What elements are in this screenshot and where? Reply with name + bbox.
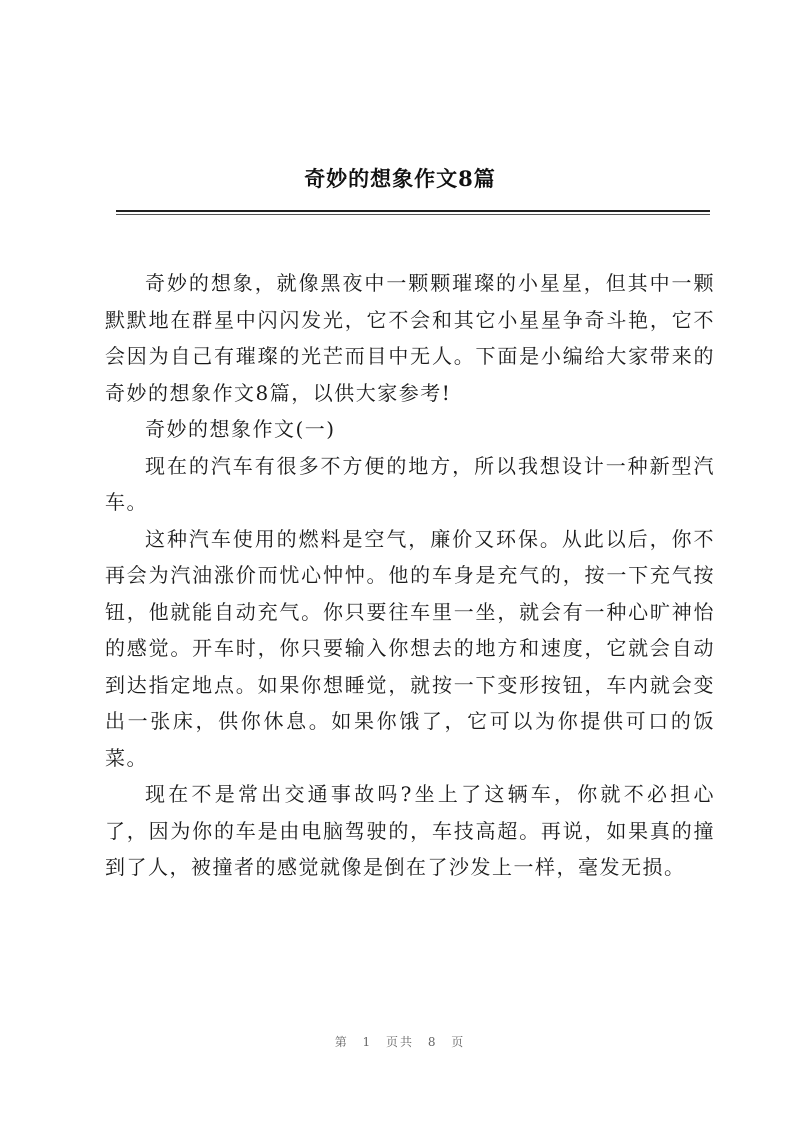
section-heading: 奇妙的想象作文(一) xyxy=(145,417,336,441)
intro-paragraph: 奇妙的想象，就像黑夜中一颗颗璀璨的小星星，但其中一颗默默地在群星中闪闪发光，它不会和其它小星星争奇斗艳，它不会因为自己有璀璨的光芒而目中无人。下面是小编给大家带来的奇妙的想象作文8篇，以供大家参考! xyxy=(105,271,715,405)
body-paragraph: 这种汽车使用的燃料是空气，廉价又环保。从此以后，你不再会为汽油涨价而忧心忡忡。他的车身是充气的，按一下充气按钮，他就能自动充气。你只要往车里一坐，就会有一种心旷神怡的感觉。开车时，你只要输入你想去的地方和速度，它就会自动到达指定地点。如果你想睡觉，就按一下变形按钮，车内就会变出一张床，供你休息。如果你饿了，它可以为你提供可口的饭菜。 xyxy=(105,526,715,770)
body-paragraph: 现在的汽车有很多不方便的地方，所以我想设计一种新型汽车。 xyxy=(105,453,715,514)
document-title: 奇妙的想象作文8篇 xyxy=(304,166,496,191)
title-divider xyxy=(116,210,710,212)
document-body xyxy=(105,265,715,886)
title-divider-thin xyxy=(116,214,710,215)
page-footer: 第 1 页共 8 页 xyxy=(334,1035,466,1049)
body-paragraph: 现在不是常出交通事故吗?坐上了这辆车，你就不必担心了，因为你的车是由电脑驾驶的，车技高超。再说，如果真的撞到了人，被撞者的感觉就像是倒在了沙发上一样，毫发无损。 xyxy=(105,782,715,879)
